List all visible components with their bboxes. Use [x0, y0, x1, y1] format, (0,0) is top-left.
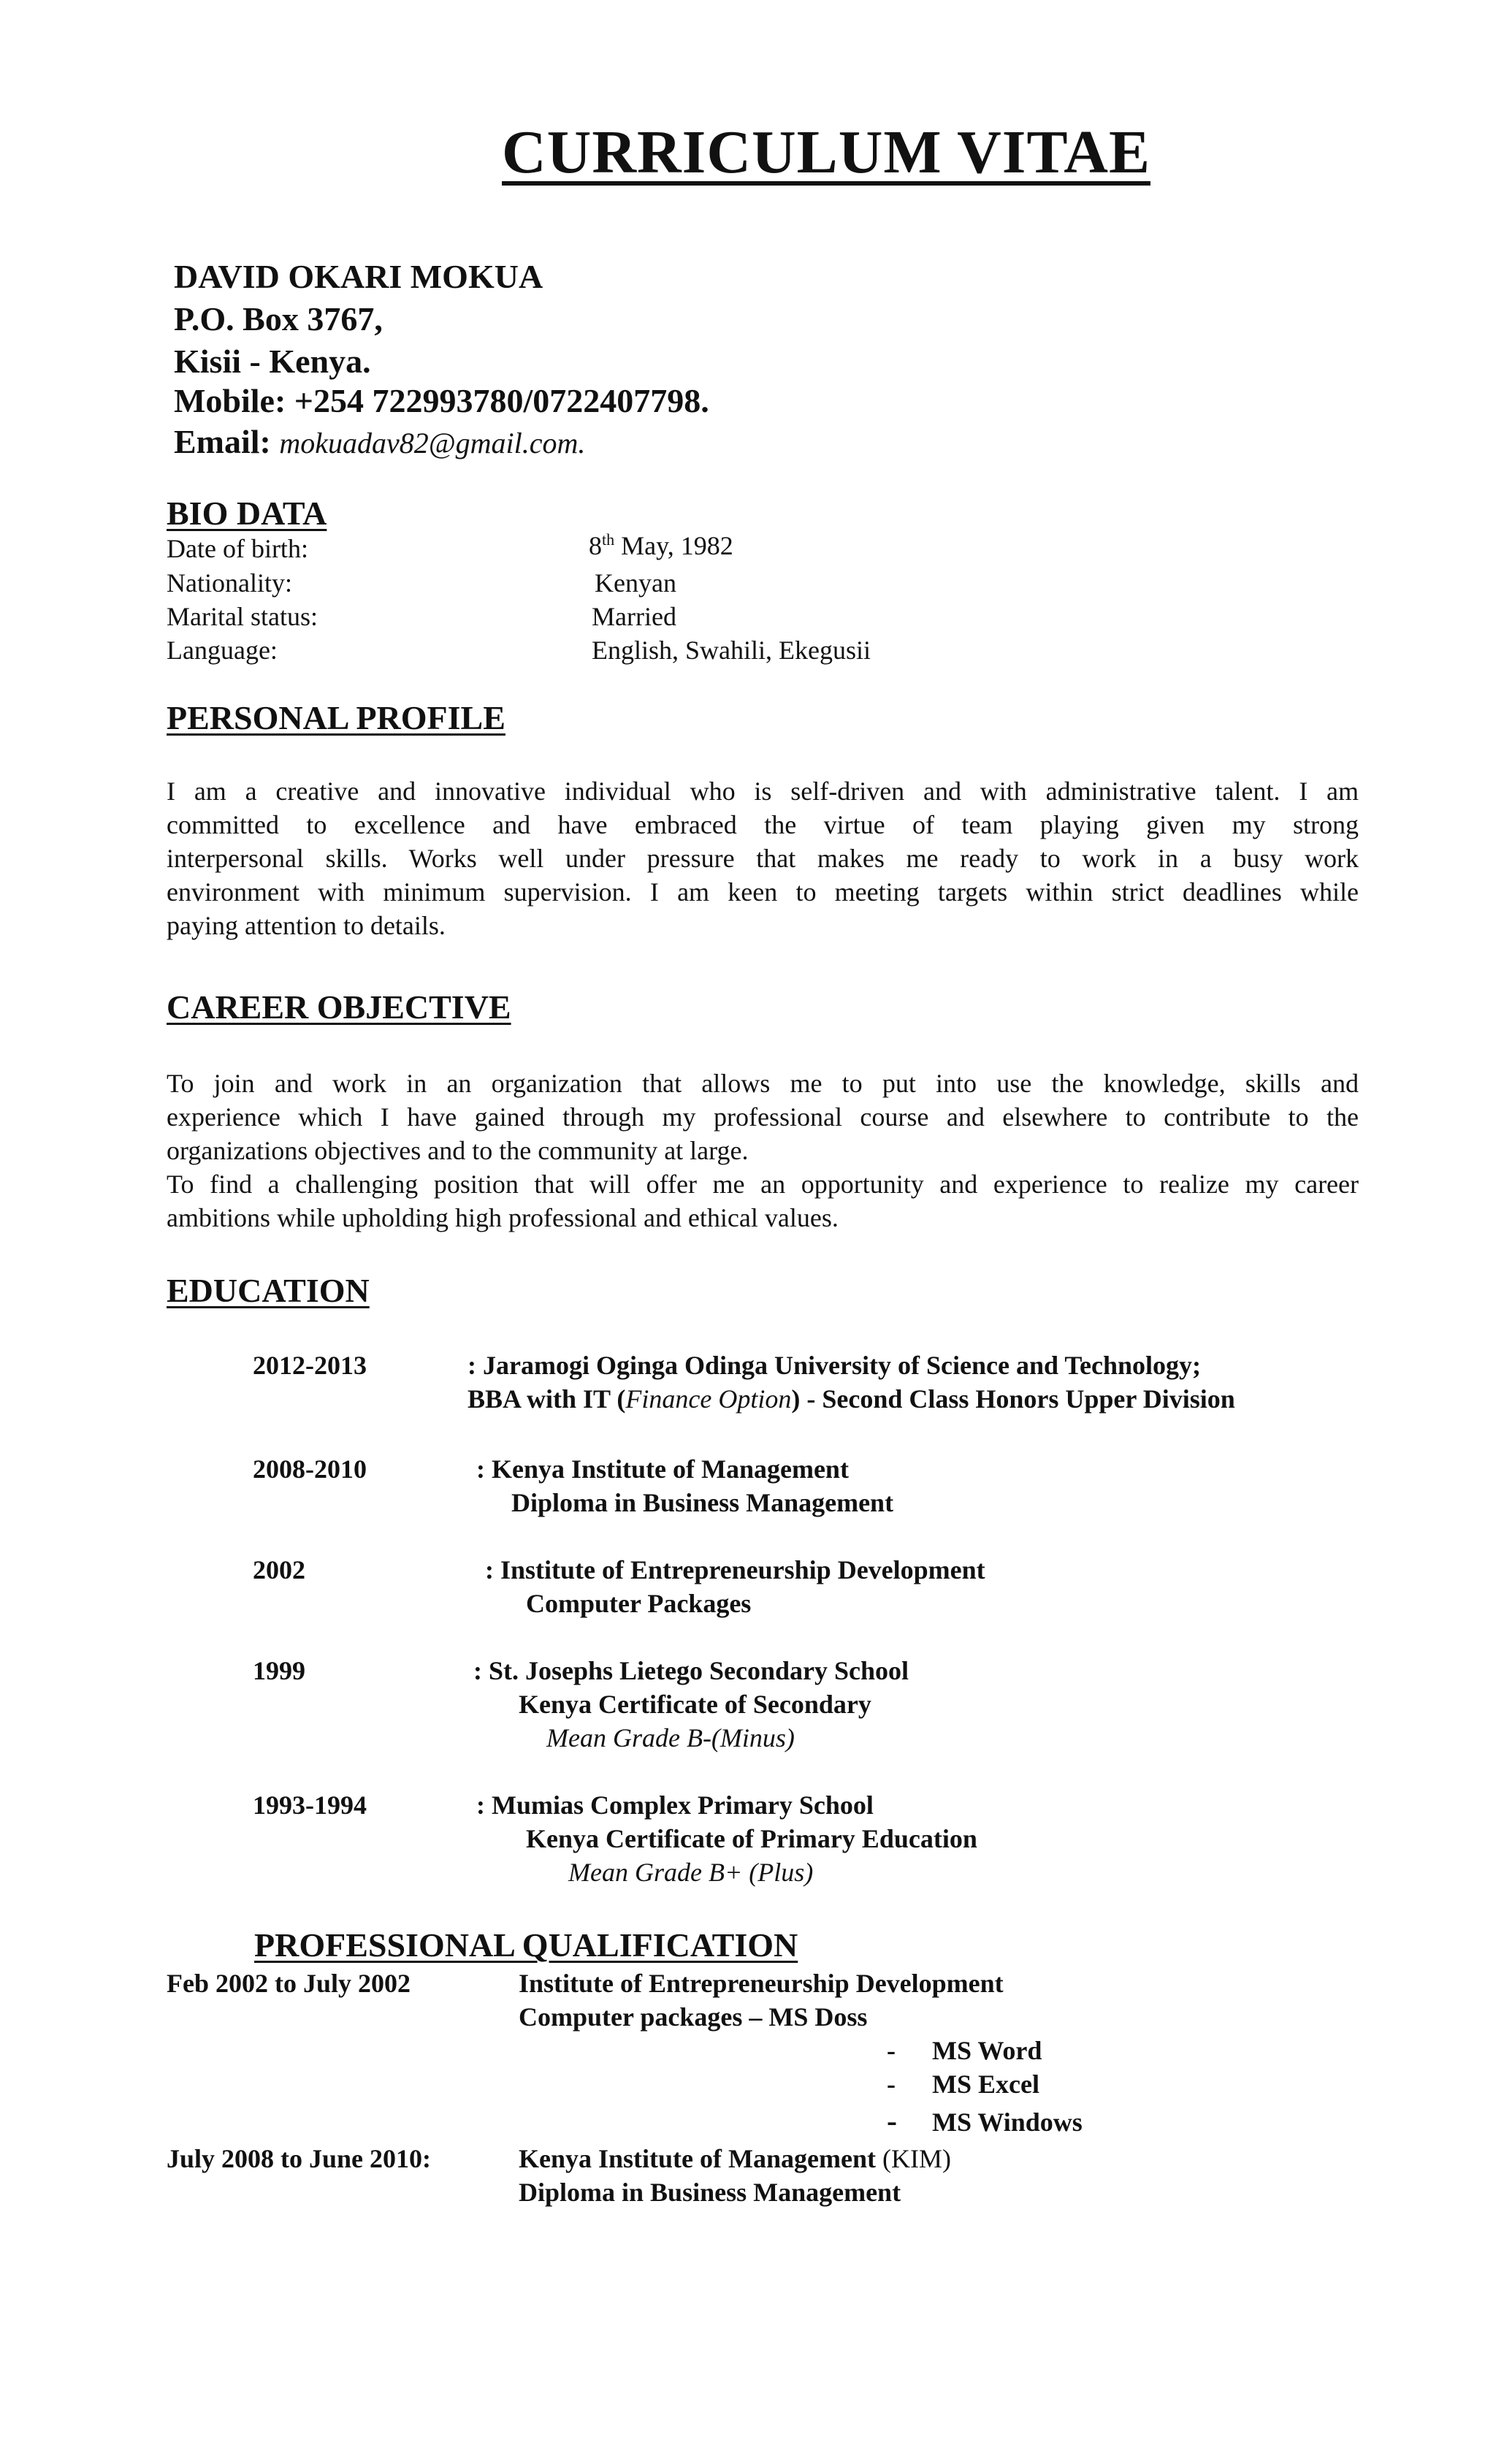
edu-institution: : Kenya Institute of Management: [476, 1454, 849, 1484]
pq-institution: Institute of Entrepreneurship Development: [519, 1969, 1004, 1998]
bio-value-language: English, Swahili, Ekegusii: [592, 636, 871, 665]
pq-item: MS Windows: [932, 2108, 1083, 2137]
pq-dash: -: [887, 2070, 896, 2099]
edu-institution: : Jaramogi Oginga Odinga University of Science and Technology;: [468, 1351, 1202, 1380]
bio-label-dob: Date of birth:: [167, 534, 308, 563]
bio-label-nationality: Nationality:: [167, 568, 292, 598]
pq-period: July 2008 to June 2010:: [167, 2144, 432, 2173]
bio-data-heading: BIO DATA: [167, 495, 327, 532]
edu-years: 1999: [253, 1656, 305, 1685]
pq-institution: Kenya Institute of Management (KIM): [519, 2144, 951, 2173]
edu-years: 2008-2010: [253, 1454, 367, 1484]
pq-dash: -: [887, 2105, 897, 2138]
mobile-number: Mobile: +254 722993780/0722407798.: [174, 382, 709, 419]
bio-value-marital: Married: [592, 602, 676, 631]
pq-period: Feb 2002 to July 2002: [167, 1969, 411, 1998]
edu-qualification: Computer Packages: [526, 1589, 752, 1618]
pq-dash: -: [887, 2036, 896, 2065]
edu-qualification: Kenya Certificate of Secondary: [519, 1690, 871, 1719]
education-heading: EDUCATION: [167, 1272, 370, 1309]
pq-course: Computer packages – MS Doss: [519, 2002, 868, 2032]
email-line: [174, 422, 585, 461]
personal-profile-heading: PERSONAL PROFILE: [167, 699, 505, 736]
career-objective-text: To join and work in an organization that allows me to put into use the knowledge, skills and experience which I have gained through my professional course and elsewhere to contribute to the organizations objectives and to the community at large. To find a challenging position that will offer me an opportunity and experience to realize my career ambitions while upholding high professional and ethical values.: [167, 1069, 1359, 1232]
edu-years: 1993-1994: [253, 1790, 367, 1820]
career-objective-heading: CAREER OBJECTIVE: [167, 988, 511, 1026]
bio-value-nationality: Kenyan: [595, 568, 676, 598]
edu-qualification: Diploma in Business Management: [511, 1488, 894, 1517]
pq-item: MS Word: [932, 2036, 1042, 2065]
city: Kisii - Kenya.: [174, 343, 371, 380]
email-value: mokuadav82@gmail.com.: [279, 427, 586, 459]
edu-qualification: Kenya Certificate of Primary Education: [526, 1824, 977, 1853]
edu-qualification: BBA with IT (Finance Option) - Second Class Honors Upper Division: [468, 1384, 1235, 1414]
edu-grade: Mean Grade B+ (Plus): [568, 1858, 814, 1887]
edu-grade: Mean Grade B-(Minus): [546, 1723, 795, 1752]
edu-years: 2012-2013: [253, 1351, 367, 1380]
email-label: Email:: [174, 423, 271, 460]
document-title: CURRICULUM VITAE: [502, 118, 1150, 186]
pq-course: Diploma in Business Management: [519, 2178, 901, 2207]
bio-label-marital: Marital status:: [167, 602, 318, 631]
edu-years: 2002: [253, 1555, 305, 1584]
pq-item: MS Excel: [932, 2070, 1039, 2099]
edu-institution: : Institute of Entrepreneurship Development: [485, 1555, 985, 1584]
bio-value-dob: 8th May, 1982: [589, 530, 733, 560]
professional-qualification-heading: PROFESSIONAL QUALIFICATION: [254, 1926, 798, 1964]
edu-institution: : Mumias Complex Primary School: [476, 1790, 874, 1820]
personal-profile-text: I am a creative and innovative individual who is self-driven and with administrative talent. I am committed to excellence and have embraced the virtue of team playing given my strong interpersonal skills. Works well under pressure that makes me ready to work in a busy work environment with minimum supervision. I am keen to meeting targets within strict deadlines while paying attention to details.: [167, 777, 1359, 940]
bio-label-language: Language:: [167, 636, 278, 665]
po-box: P.O. Box 3767,: [174, 300, 383, 337]
edu-institution: : St. Josephs Lietego Secondary School: [473, 1656, 909, 1685]
applicant-name: DAVID OKARI MOKUA: [174, 258, 543, 295]
